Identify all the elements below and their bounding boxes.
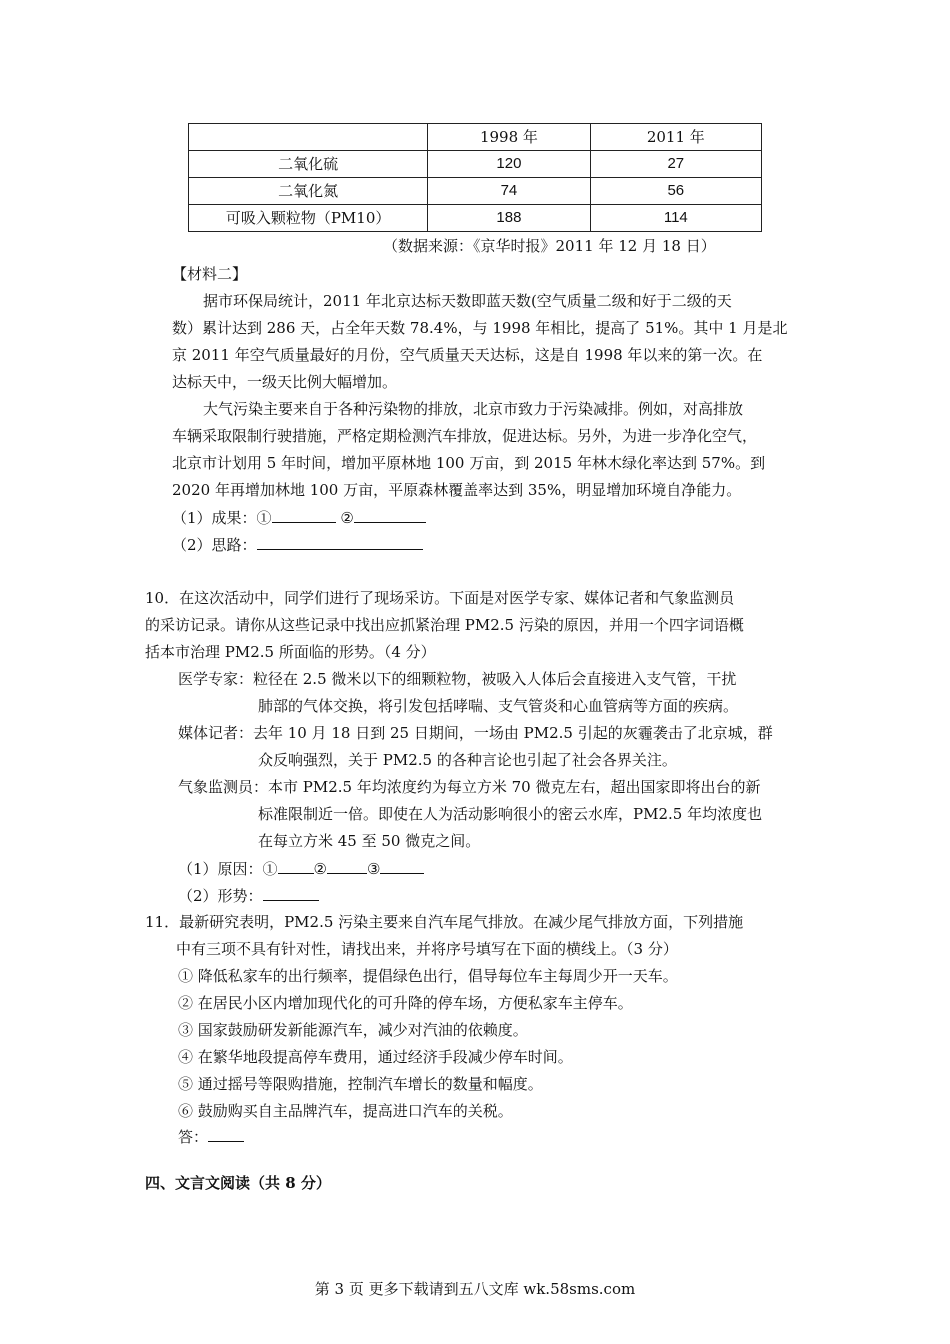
answer-line-results (172, 506, 426, 529)
table-row (189, 178, 762, 205)
section-heading: 四、文言文阅读（共 8 分） (145, 1174, 331, 1192)
answer-blank[interactable] (327, 857, 367, 874)
table-cell: 27 (590, 151, 761, 178)
option-item: ⑥ 鼓励购买自主品牌汽车，提高进口汽车的关税。 (178, 1102, 513, 1120)
table-row (189, 151, 762, 178)
answer-blank[interactable] (380, 857, 424, 874)
option-item: ② 在居民小区内增加现代化的可升降的停车场，方便私家车主停车。 (178, 994, 633, 1012)
answer-label: （1）原因：① (178, 860, 278, 878)
option-item: ① 降低私家车的出行频率，提倡绿色出行，倡导每位车主每周少开一天车。 (178, 967, 678, 985)
table-header-cell: 2011 年 (590, 124, 761, 151)
paragraph-line: 据市环保局统计，2011 年北京达标天数即蓝天数(空气质量二级和好于二级的天 (203, 292, 732, 310)
table-header-row (189, 124, 762, 151)
option-item: ⑤ 通过摇号等限购措施，控制汽车增长的数量和幅度。 (178, 1075, 543, 1093)
option-item: ③ 国家鼓励研发新能源汽车，减少对汽油的依赖度。 (178, 1021, 528, 1039)
answer-blank[interactable] (208, 1125, 244, 1142)
answer-label: 答： (178, 1128, 209, 1146)
material2-title: 【材料二】 (172, 265, 248, 283)
pollutant-table (188, 123, 762, 232)
interview-expert: 医学专家：粒径在 2.5 微米以下的细颗粒物，被吸入人体后会直接进入支气管，干扰 (178, 670, 737, 688)
table-cell: 可吸入颗粒物（PM10） (189, 205, 428, 232)
paragraph-line: 达标天中，一级天比例大幅增加。 (172, 373, 398, 391)
paragraph-line: 大气污染主要来自于各种污染物的排放，北京市致力于污染减排。例如，对高排放 (203, 400, 744, 418)
table-cell: 二氧化硫 (189, 151, 428, 178)
table-cell: 二氧化氮 (189, 178, 428, 205)
table-cell: 56 (590, 178, 761, 205)
answer-label: （2）形势： (178, 887, 263, 905)
answer-blank[interactable] (354, 506, 426, 523)
page-footer: 第 3 页 更多下载请到五八文库 wk.58sms.com (314, 1280, 636, 1298)
paragraph-line: 数）累计达到 286 天，占全年天数 78.4%，与 1998 年相比，提高了 51%。其中 1 月是北 (172, 319, 788, 337)
interview-reporter: 媒体记者：去年 10 月 18 日到 25 日期间，一场由 PM2.5 引起的灰霾袭击了北京城，群 (178, 724, 773, 742)
table-header-cell: 1998 年 (428, 124, 590, 151)
answer-label: ② (313, 860, 327, 878)
answer-label: （1）成果：① (172, 509, 272, 527)
question-11-stem: 11．最新研究表明，PM2.5 污染主要来自汽车尾气排放。在减少尾气排放方面，下列措施 (145, 913, 744, 931)
question-10-stem: 10．在这次活动中，同学们进行了现场采访。下面是对医学专家、媒体记者和气象监测员 (145, 589, 735, 607)
answer-line-approach (172, 533, 423, 556)
interview-monitor: 在每立方米 45 至 50 微克之间。 (258, 832, 481, 850)
interview-monitor: 标准限制近一倍。即使在人为活动影响很小的密云水库，PM2.5 年均浓度也 (258, 805, 763, 823)
table-cell: 74 (428, 178, 590, 205)
question-11-stem: 中有三项不具有针对性，请找出来，并将序号填写在下面的横线上。（3 分） (176, 940, 678, 958)
answer-line-q11 (178, 1125, 244, 1148)
answer-line-situation (178, 884, 319, 907)
answer-blank[interactable] (263, 884, 319, 901)
paragraph-line: 北京市计划用 5 年时间，增加平原林地 100 万亩，到 2015 年林木绿化率达到 57%。到 (172, 454, 766, 472)
question-10-stem: 括本市治理 PM2.5 所面临的形势。（4 分） (145, 643, 436, 661)
question-10-stem: 的采访记录。请你从这些记录中找出应抓紧治理 PM2.5 污染的原因，并用一个四字词语概 (145, 616, 744, 634)
table-cell: 188 (428, 205, 590, 232)
answer-blank[interactable] (257, 533, 423, 550)
answer-label: ③ (367, 860, 381, 878)
table-cell: 120 (428, 151, 590, 178)
answer-blank[interactable] (272, 506, 336, 523)
table-row (189, 205, 762, 232)
paragraph-line: 2020 年再增加林地 100 万亩，平原森林覆盖率达到 35%，明显增加环境自净能力。 (172, 481, 742, 499)
answer-line-causes (178, 857, 424, 880)
answer-label: （2）思路： (172, 536, 257, 554)
paragraph-line: 京 2011 年空气质量最好的月份，空气质量天天达标，这是自 1998 年以来的第一次。在 (172, 346, 763, 364)
table-cell: 114 (590, 205, 761, 232)
answer-label: ② (340, 509, 354, 527)
option-item: ④ 在繁华地段提高停车费用，通过经济手段减少停车时间。 (178, 1048, 573, 1066)
table-source-note: （数据来源：《京华时报》2011 年 12 月 18 日） (383, 237, 716, 255)
paragraph-line: 车辆采取限制行驶措施，严格定期检测汽车排放，促进达标。另外，为进一步净化空气， (172, 427, 758, 445)
interview-expert: 肺部的气体交换，将引发包括哮喘、支气管炎和心血管病等方面的疾病。 (258, 697, 739, 715)
interview-reporter: 众反响强烈，关于 PM2.5 的各种言论也引起了社会各界关注。 (258, 751, 677, 769)
interview-monitor: 气象监测员：本市 PM2.5 年均浓度约为每立方米 70 微克左右，超出国家即将出台的新 (178, 778, 761, 796)
table-header-cell (189, 124, 428, 151)
answer-blank[interactable] (278, 857, 314, 874)
